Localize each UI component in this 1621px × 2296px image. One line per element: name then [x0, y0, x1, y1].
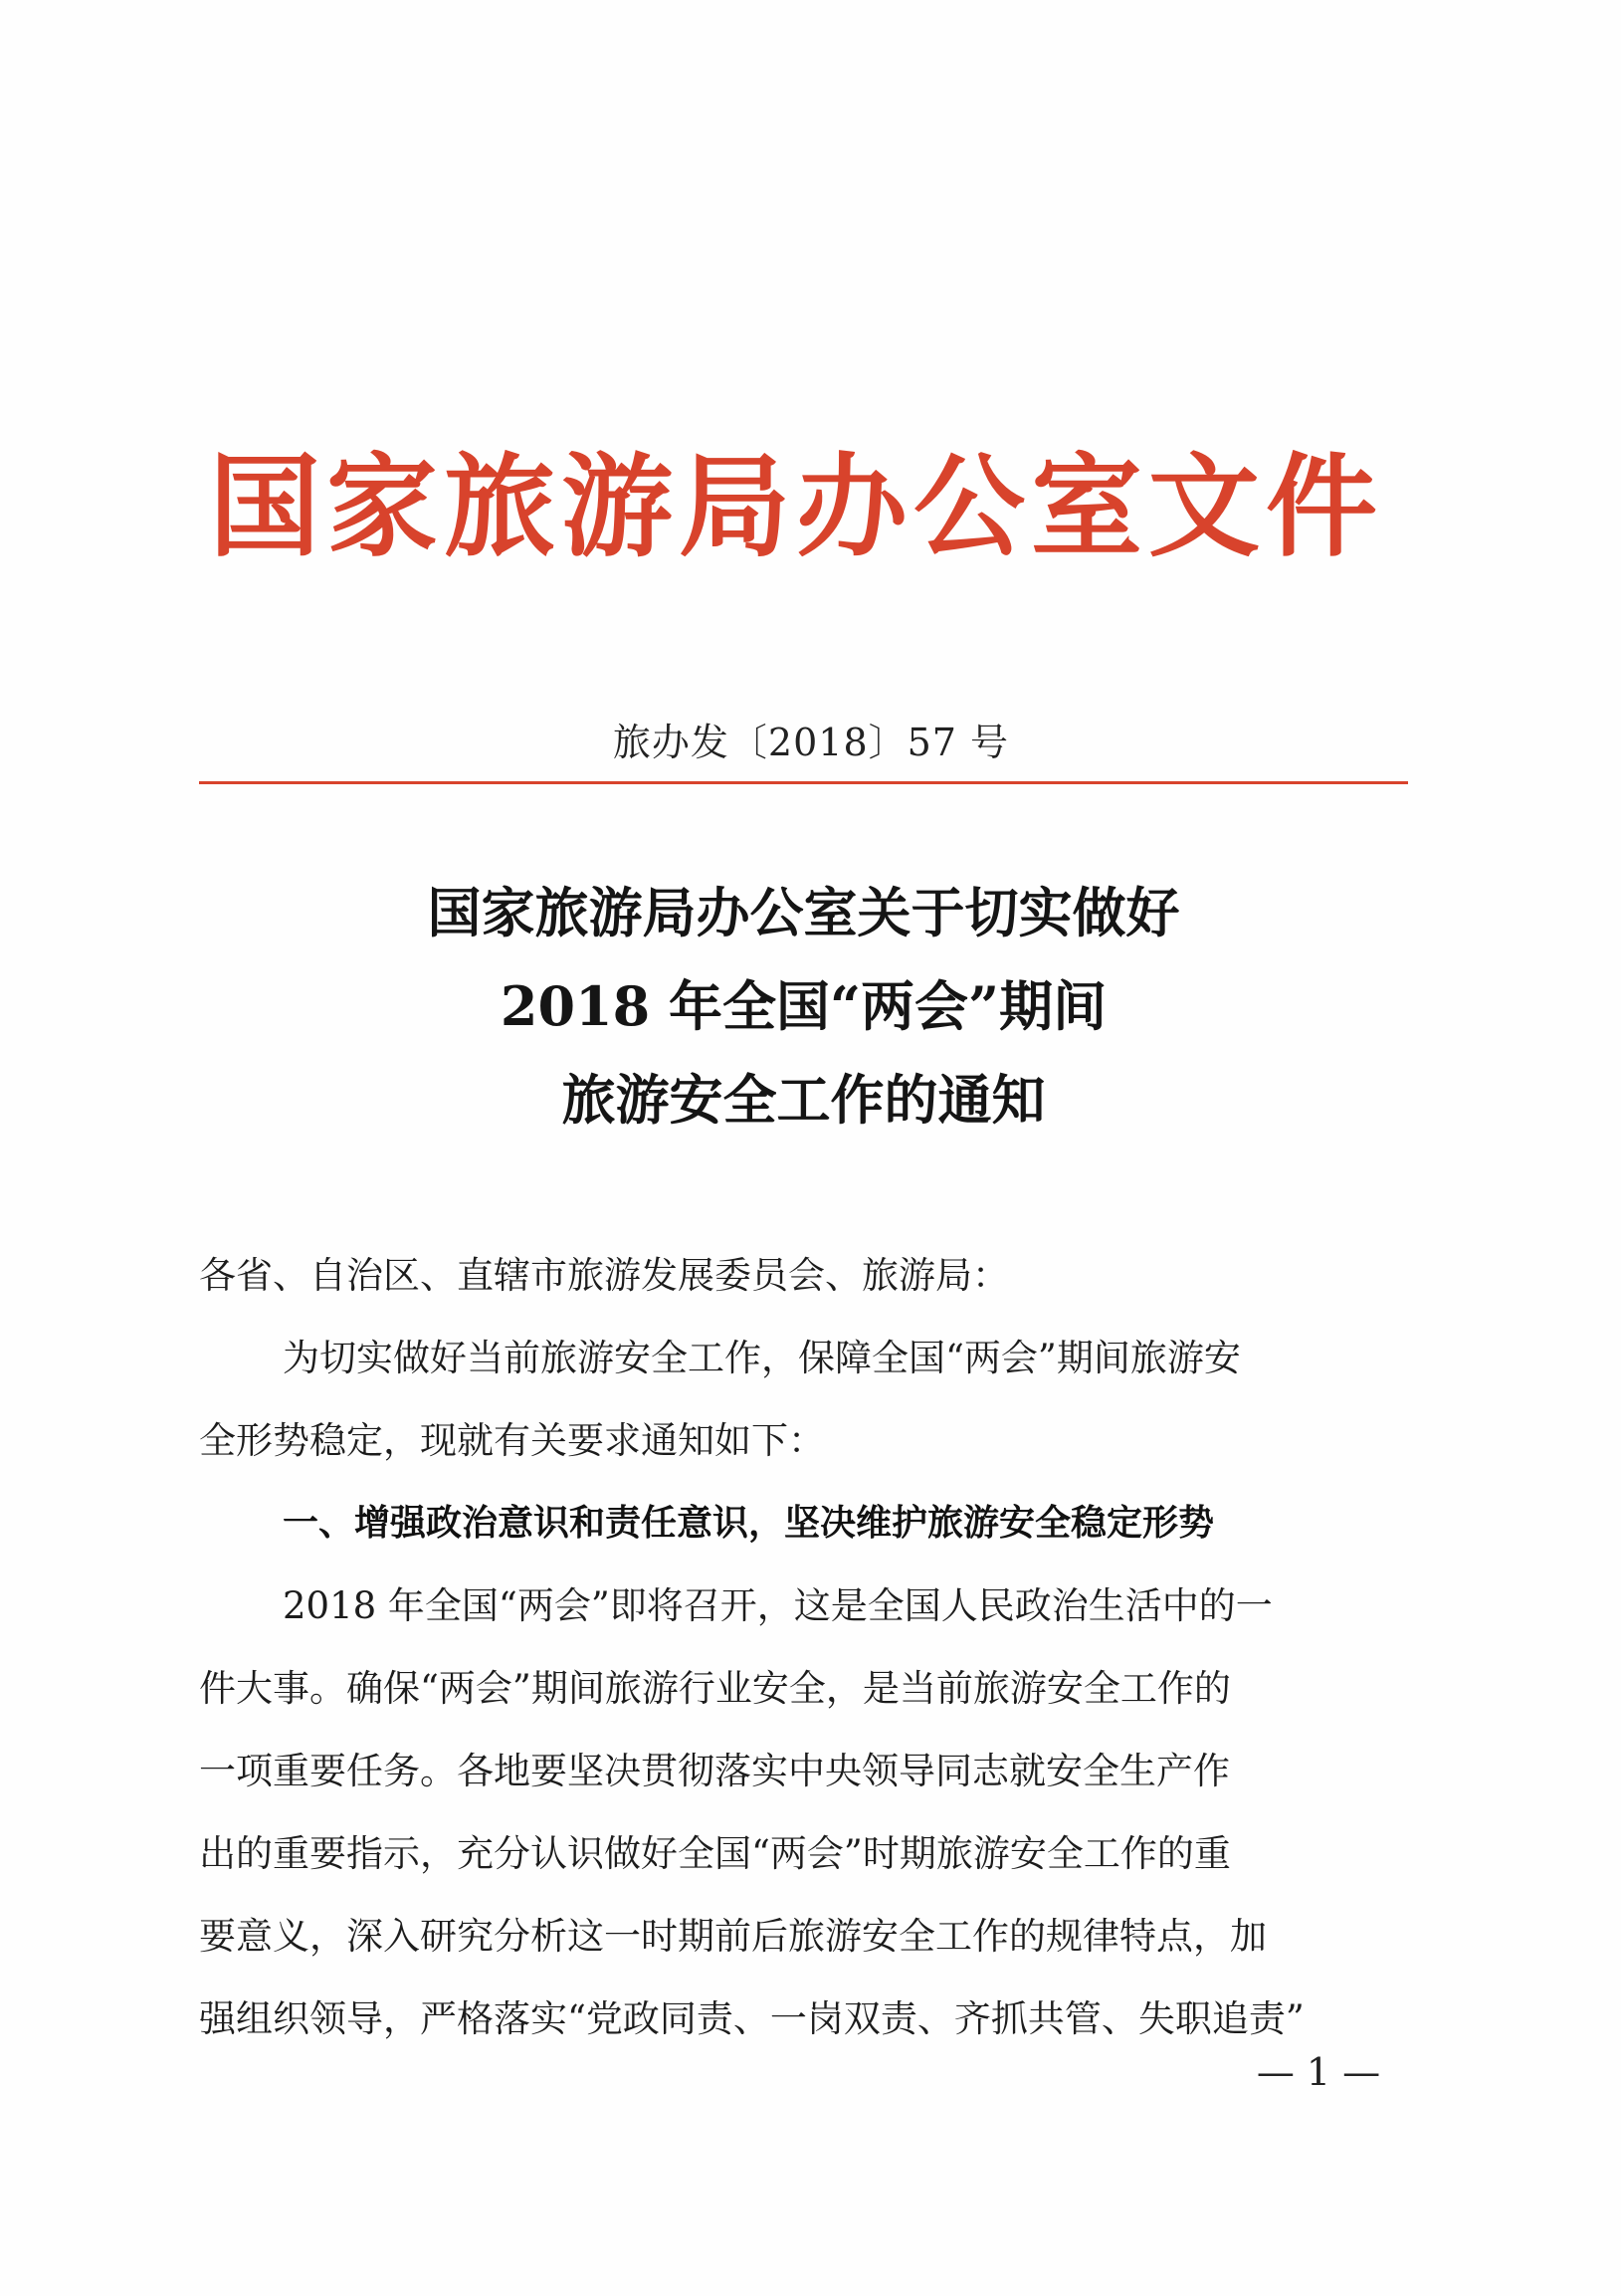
document-body — [199, 1234, 1408, 2060]
notice-title — [199, 866, 1408, 1147]
document-number: 旅办发〔2018〕57 号 — [612, 721, 1010, 764]
body-line: 出的重要指示，充分认识做好全国“两会”时期旅游安全工作的重 — [199, 1832, 1231, 1875]
intro-line: 全形势稳定，现就有关要求通知如下： — [199, 1419, 825, 1462]
red-divider — [199, 781, 1408, 784]
title-line: 2018 年全国“两会”期间 — [500, 974, 1108, 1038]
body-line: 一项重要任务。各地要坚决贯彻落实中央领导同志就安全生产作 — [199, 1750, 1230, 1792]
body-line: 件大事。确保“两会”期间旅游行业安全，是当前旅游安全工作的 — [199, 1667, 1231, 1710]
body-line: 要意义，深入研究分析这一时期前后旅游安全工作的规律特点，加 — [199, 1915, 1267, 1958]
body-line: 2018 年全国“两会”即将召开，这是全国人民政治生活中的一 — [283, 1584, 1273, 1627]
intro-line: 为切实做好当前旅游安全工作，保障全国“两会”期间旅游安 — [283, 1337, 1241, 1379]
salutation: 各省、自治区、直辖市旅游发展委员会、旅游局： — [199, 1254, 1009, 1297]
section-heading: 一、增强政治意识和责任意识，坚决维护旅游安全稳定形势 — [283, 1503, 1215, 1544]
page-number: — 1 — — [1256, 2050, 1381, 2094]
title-line: 旅游安全工作的通知 — [561, 1068, 1046, 1132]
document-header: 国家旅游局办公室文件 — [209, 441, 1383, 572]
body-line: 强组织领导，严格落实“党政同责、一岗双责、齐抓共管、失职追责” — [199, 1997, 1305, 2040]
title-line: 国家旅游局办公室关于切实做好 — [427, 881, 1180, 944]
